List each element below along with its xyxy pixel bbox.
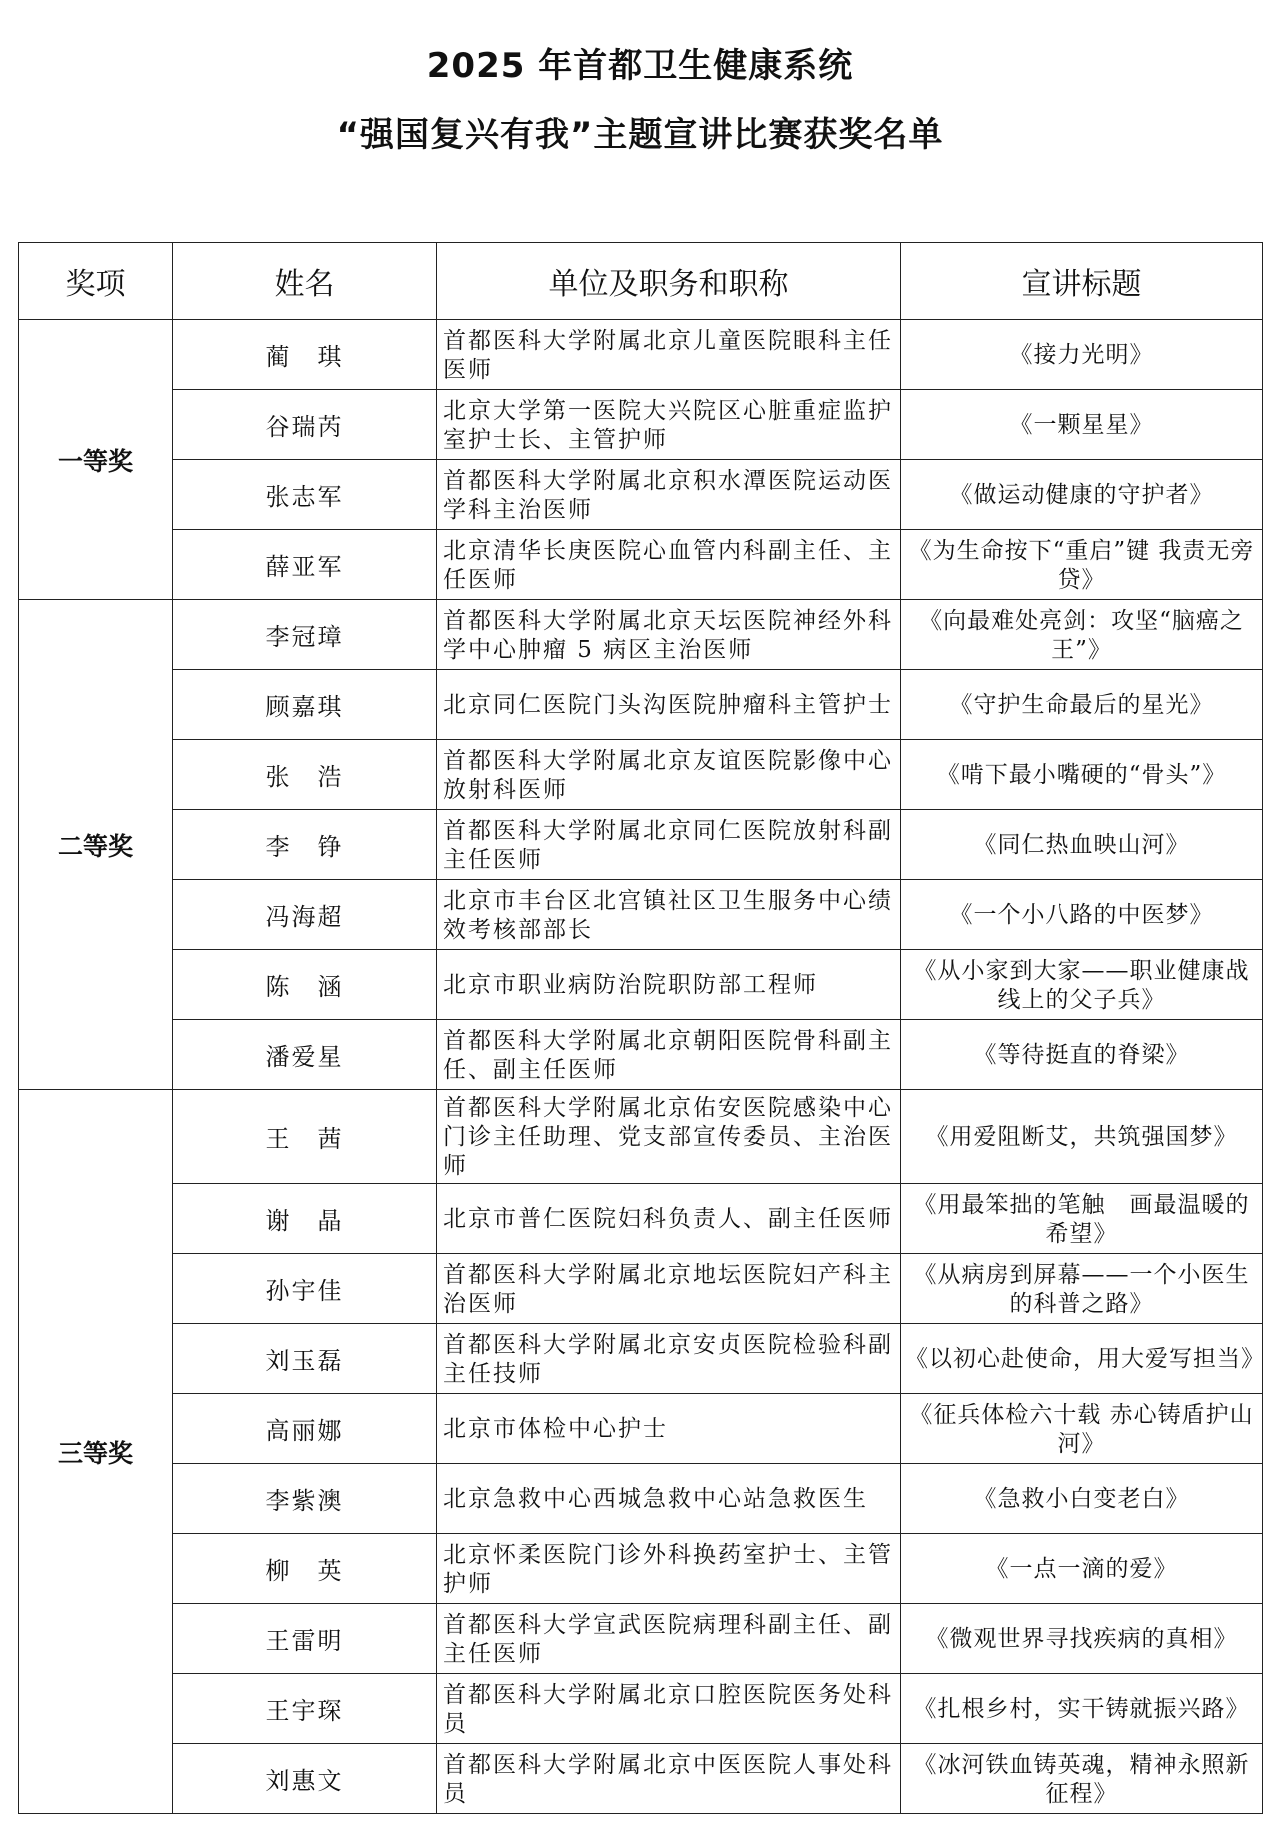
winner-unit: 北京同仁医院门头沟医院肿瘤科主管护士 <box>437 670 901 740</box>
speech-title: 《从小家到大家——职业健康战线上的父子兵》 <box>901 950 1263 1020</box>
speech-title: 《守护生命最后的星光》 <box>901 670 1263 740</box>
speech-title: 《急救小白变老白》 <box>901 1464 1263 1534</box>
speech-title: 《同仁热血映山河》 <box>901 810 1263 880</box>
table-row <box>19 1254 1263 1324</box>
winner-name: 柳 英 <box>173 1534 437 1604</box>
table-row <box>19 810 1263 880</box>
table-row <box>19 530 1263 600</box>
winner-name: 顾嘉琪 <box>173 670 437 740</box>
winner-unit: 首都医科大学附属北京积水潭医院运动医学科主治医师 <box>437 460 901 530</box>
winner-name: 王 茜 <box>173 1090 437 1184</box>
table-row <box>19 1324 1263 1394</box>
winner-name: 冯海超 <box>173 880 437 950</box>
speech-title: 《做运动健康的守护者》 <box>901 460 1263 530</box>
winner-name: 高丽娜 <box>173 1394 437 1464</box>
winner-unit: 首都医科大学附属北京地坛医院妇产科主治医师 <box>437 1254 901 1324</box>
speech-title: 《接力光明》 <box>901 320 1263 390</box>
winner-unit: 北京急救中心西城急救中心站急救医生 <box>437 1464 901 1534</box>
speech-title: 《微观世界寻找疾病的真相》 <box>901 1604 1263 1674</box>
speech-title: 《从病房到屏幕——一个小医生的科普之路》 <box>901 1254 1263 1324</box>
winner-unit: 北京大学第一医院大兴院区心脏重症监护室护士长、主管护师 <box>437 390 901 460</box>
award-table <box>18 242 1263 1814</box>
winner-unit: 首都医科大学附属北京朝阳医院骨科副主任、副主任医师 <box>437 1020 901 1090</box>
prize-first: 一等奖 <box>19 320 173 600</box>
winner-unit: 首都医科大学宣武医院病理科副主任、副主任医师 <box>437 1604 901 1674</box>
winner-name: 潘爱星 <box>173 1020 437 1090</box>
winner-unit: 首都医科大学附属北京同仁医院放射科副主任医师 <box>437 810 901 880</box>
winner-name: 刘惠文 <box>173 1744 437 1814</box>
table-row <box>19 1464 1263 1534</box>
table-row <box>19 600 1263 670</box>
table-row <box>19 1674 1263 1744</box>
prize-second: 二等奖 <box>19 600 173 1090</box>
speech-title: 《一点一滴的爱》 <box>901 1534 1263 1604</box>
winner-unit: 首都医科大学附属北京天坛医院神经外科学中心肿瘤 5 病区主治医师 <box>437 600 901 670</box>
speech-title: 《等待挺直的脊梁》 <box>901 1020 1263 1090</box>
table-row <box>19 1090 1263 1184</box>
winner-name: 李 铮 <box>173 810 437 880</box>
table-row <box>19 1534 1263 1604</box>
table-row <box>19 1744 1263 1814</box>
header-unit: 单位及职务和职称 <box>437 243 901 320</box>
header-topic: 宣讲标题 <box>901 243 1263 320</box>
winner-unit: 首都医科大学附属北京中医医院人事处科员 <box>437 1744 901 1814</box>
winner-unit: 首都医科大学附属北京佑安医院感染中心门诊主任助理、党支部宣传委员、主治医师 <box>437 1090 901 1184</box>
winner-name: 蔺 琪 <box>173 320 437 390</box>
table-row <box>19 1184 1263 1254</box>
speech-title: 《一颗星星》 <box>901 390 1263 460</box>
document-title-line-1: 2025 年首都卫生健康系统 <box>426 46 854 86</box>
winner-unit: 首都医科大学附属北京儿童医院眼科主任医师 <box>437 320 901 390</box>
winner-name: 张 浩 <box>173 740 437 810</box>
winner-name: 刘玉磊 <box>173 1324 437 1394</box>
winner-name: 张志军 <box>173 460 437 530</box>
document-title-line-2: “强国复兴有我”主题宣讲比赛获奖名单 <box>336 115 944 155</box>
header-name: 姓名 <box>173 243 437 320</box>
table-row <box>19 320 1263 390</box>
table-row <box>19 1394 1263 1464</box>
table-row <box>19 880 1263 950</box>
speech-title: 《冰河铁血铸英魂，精神永照新征程》 <box>901 1744 1263 1814</box>
winner-unit: 北京市丰台区北宫镇社区卫生服务中心绩效考核部部长 <box>437 880 901 950</box>
winner-unit: 首都医科大学附属北京安贞医院检验科副主任技师 <box>437 1324 901 1394</box>
speech-title: 《一个小八路的中医梦》 <box>901 880 1263 950</box>
speech-title: 《征兵体检六十载 赤心铸盾护山河》 <box>901 1394 1263 1464</box>
speech-title: 《用爱阻断艾，共筑强国梦》 <box>901 1090 1263 1184</box>
winner-unit: 北京市职业病防治院职防部工程师 <box>437 950 901 1020</box>
speech-title: 《向最难处亮剑：攻坚“脑癌之王”》 <box>901 600 1263 670</box>
winner-unit: 北京市普仁医院妇科负责人、副主任医师 <box>437 1184 901 1254</box>
winner-name: 李紫澳 <box>173 1464 437 1534</box>
table-row <box>19 390 1263 460</box>
winner-unit: 北京市体检中心护士 <box>437 1394 901 1464</box>
speech-title: 《扎根乡村，实干铸就振兴路》 <box>901 1674 1263 1744</box>
winner-name: 薛亚军 <box>173 530 437 600</box>
speech-title: 《以初心赴使命，用大爱写担当》 <box>901 1324 1263 1394</box>
speech-title: 《啃下最小嘴硬的“骨头”》 <box>901 740 1263 810</box>
winner-name: 陈 涵 <box>173 950 437 1020</box>
winner-unit: 首都医科大学附属北京口腔医院医务处科员 <box>437 1674 901 1744</box>
winner-name: 王宇琛 <box>173 1674 437 1744</box>
winner-unit: 北京清华长庚医院心血管内科副主任、主任医师 <box>437 530 901 600</box>
winner-name: 谷瑞芮 <box>173 390 437 460</box>
speech-title: 《用最笨拙的笔触 画最温暖的希望》 <box>901 1184 1263 1254</box>
table-row <box>19 1020 1263 1090</box>
winner-name: 李冠璋 <box>173 600 437 670</box>
winner-unit: 北京怀柔医院门诊外科换药室护士、主管护师 <box>437 1534 901 1604</box>
table-row <box>19 670 1263 740</box>
prize-third: 三等奖 <box>19 1090 173 1814</box>
header-prize: 奖项 <box>19 243 173 320</box>
table-row <box>19 1604 1263 1674</box>
table-row <box>19 740 1263 810</box>
table-row <box>19 460 1263 530</box>
winner-name: 孙宇佳 <box>173 1254 437 1324</box>
table-row <box>19 950 1263 1020</box>
speech-title: 《为生命按下“重启”键 我责无旁贷》 <box>901 530 1263 600</box>
winner-unit: 首都医科大学附属北京友谊医院影像中心放射科医师 <box>437 740 901 810</box>
winner-name: 王雷明 <box>173 1604 437 1674</box>
table-header-row <box>19 243 1263 320</box>
winner-name: 谢 晶 <box>173 1184 437 1254</box>
